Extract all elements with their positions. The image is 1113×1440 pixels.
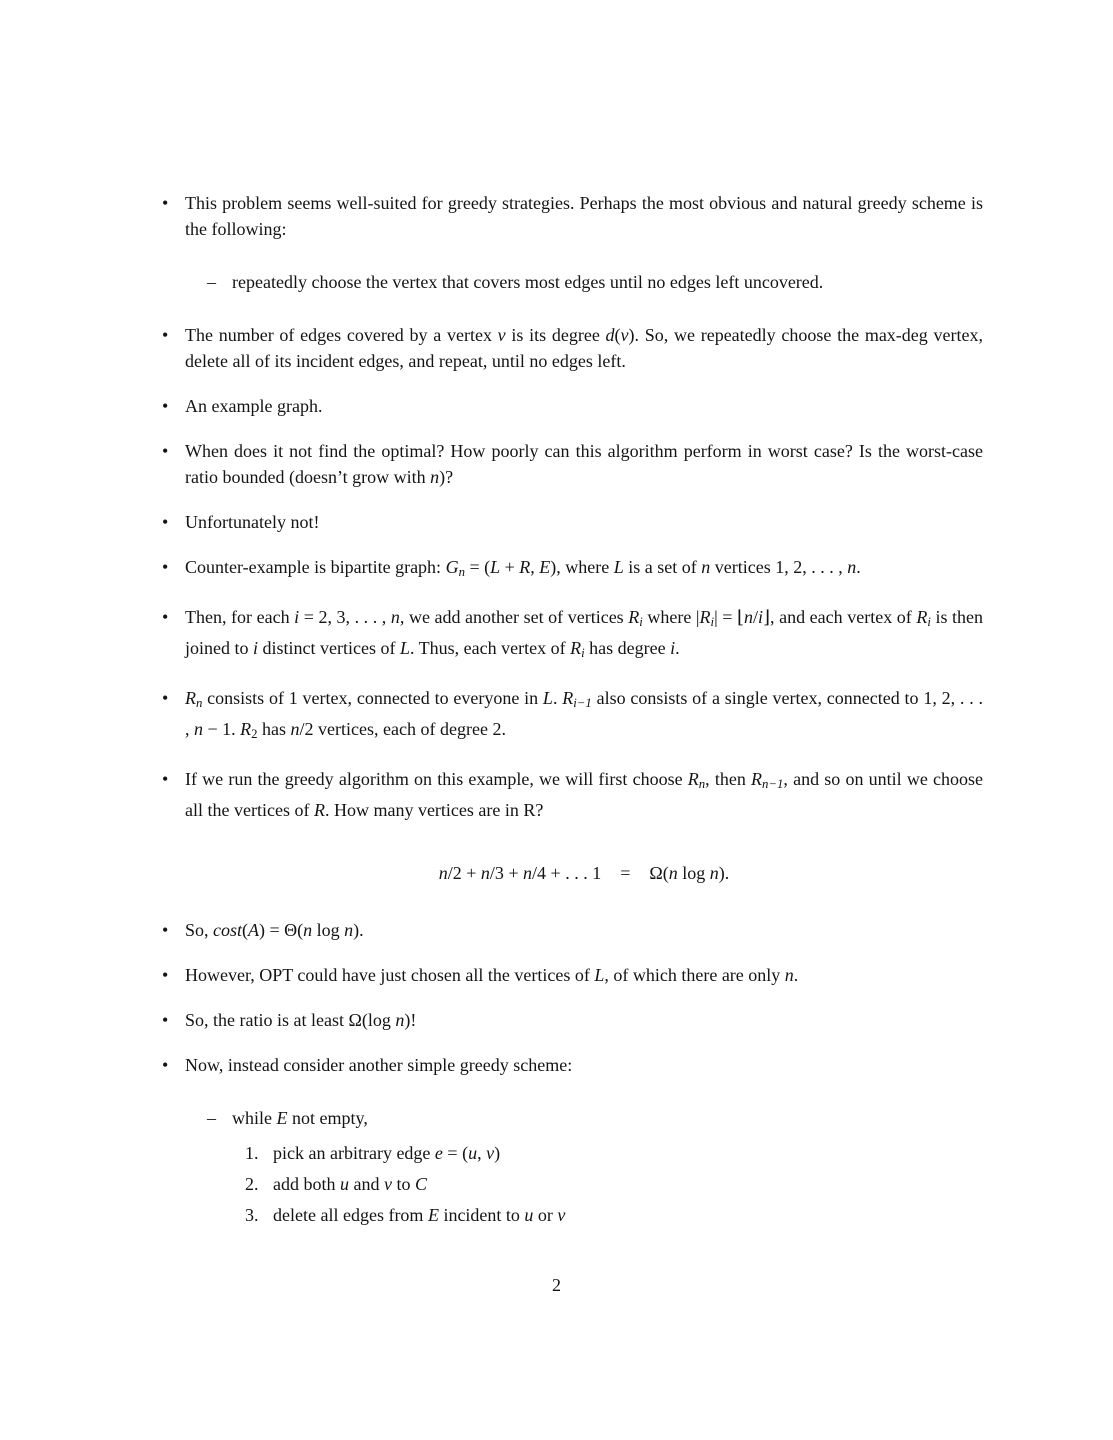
item-text <box>273 1205 565 1225</box>
text-run: v <box>557 1205 566 1225</box>
text-run: /2 vertices, each of degree 2. <box>299 719 506 739</box>
text-run: ). <box>353 920 364 940</box>
bullet-marker-icon: • <box>162 325 169 345</box>
text-run: has <box>257 719 291 739</box>
text-run: and <box>349 1174 384 1194</box>
text-run: R <box>519 557 531 577</box>
text-run: pick an arbitrary edge <box>273 1143 435 1163</box>
enum-pick-edge <box>245 1140 983 1166</box>
text-run: . <box>675 638 680 658</box>
text-run: L <box>613 557 624 577</box>
text-run: while <box>232 1108 277 1128</box>
dash-marker-icon: – <box>207 1108 216 1128</box>
text-run: ). So, we repeatedly choose the max-deg vertex, delete all of its incident edges, and repeat, until no edges left. <box>185 325 983 371</box>
text-run: ( <box>242 920 249 940</box>
item-text <box>273 1143 500 1163</box>
enum-label: 3. <box>245 1205 259 1225</box>
text-run: is a set of <box>623 557 702 577</box>
text-run: When does it not find the optimal? How poorly can this algorithm perform in worst case? Is the worst-case ratio bounded (doesn’t grow with <box>185 441 983 487</box>
item-text <box>185 325 983 371</box>
text-run: R <box>751 769 763 789</box>
text-run: R <box>699 607 711 627</box>
text-run: n <box>744 607 753 627</box>
text-run: / <box>753 607 759 627</box>
item-text <box>185 607 983 658</box>
text-run: . <box>793 965 799 985</box>
item-text <box>185 965 798 985</box>
text-run: Then, for each <box>185 607 295 627</box>
bullet-marker-icon: • <box>162 441 169 461</box>
item-text <box>185 557 861 577</box>
text-run: v <box>497 325 506 345</box>
text-run: , <box>477 1143 487 1163</box>
text-run: not empty, <box>287 1108 368 1128</box>
text-run: n <box>709 863 719 883</box>
text-run: log <box>677 863 710 883</box>
text-run: Ω( <box>649 863 669 883</box>
text-run: R <box>628 607 640 627</box>
bullet-ri-construction <box>162 604 984 666</box>
item-text <box>232 1108 368 1128</box>
text-run: e <box>434 1143 443 1163</box>
text-run: R <box>562 688 574 708</box>
text-run: = ( <box>464 557 491 577</box>
text-run: Now, instead consider another simple greedy scheme: <box>185 1055 573 1075</box>
text-run: vertices 1, 2, . . . , <box>710 557 848 577</box>
text-run: i <box>758 607 764 627</box>
bullet-marker-icon: • <box>162 512 169 532</box>
text-run: u <box>468 1143 478 1163</box>
text-run: R <box>240 719 252 739</box>
text-run: Counter-example is bipartite graph: <box>185 557 446 577</box>
bullet-marker-icon: • <box>162 1055 169 1075</box>
text-run: i <box>294 607 300 627</box>
bullet-degree-definition <box>162 322 983 374</box>
text-run: i <box>581 646 585 660</box>
text-run: ) <box>494 1143 501 1163</box>
text-run: | = ⌊ <box>714 607 744 627</box>
text-run: R <box>313 800 325 820</box>
text-run: v <box>486 1143 495 1163</box>
dash-max-degree-rule <box>207 269 983 295</box>
text-run: L <box>542 688 553 708</box>
equation-harmonic-sum <box>185 860 983 886</box>
text-run: L <box>594 965 605 985</box>
text-run: /4 + . . . 1 <box>532 863 602 883</box>
text-run: is its degree <box>505 325 606 345</box>
text-run: incident to <box>438 1205 525 1225</box>
bullet-ratio-bound <box>162 1007 983 1033</box>
text-run: , then <box>705 769 752 789</box>
text-run: So, the ratio is at least Ω(log <box>185 1010 396 1030</box>
page-number: 2 <box>552 1275 561 1295</box>
text-run: However, OPT could have just chosen all the vertices of <box>185 965 595 985</box>
bullet-unfortunately-not <box>162 509 983 535</box>
text-run: n <box>847 557 857 577</box>
text-run: 2 <box>251 727 258 741</box>
text-run: distinct vertices of <box>258 638 400 658</box>
text-run: v <box>620 325 629 345</box>
text-run: )? <box>439 467 454 487</box>
bullet-counterexample-bipartite <box>162 554 983 585</box>
text-run: E <box>539 557 551 577</box>
text-run: n <box>344 920 354 940</box>
text-run: d <box>605 325 615 345</box>
text-run: E <box>276 1108 288 1128</box>
item-text <box>185 193 983 239</box>
equals-sign: = <box>620 863 631 883</box>
text-run: The number of edges covered by a vertex <box>185 325 498 345</box>
item-text <box>185 920 364 940</box>
text-run: i <box>927 615 931 629</box>
text-run: ⌋, and each vertex of <box>763 607 917 627</box>
bullet-marker-icon: • <box>162 1010 169 1030</box>
text-run: n <box>196 696 203 710</box>
text-run: n <box>395 1010 405 1030</box>
text-run: consists of 1 vertex, connected to everyone in <box>202 688 543 708</box>
dash-while-loop <box>207 1105 983 1131</box>
bullet-example-graph <box>162 393 983 419</box>
bullet-marker-icon: • <box>162 193 169 213</box>
text-run: to <box>392 1174 416 1194</box>
text-run: n <box>701 557 711 577</box>
document-body <box>162 190 984 1233</box>
item-text <box>439 863 730 883</box>
bullet-marker-icon: • <box>162 965 169 985</box>
text-run: , of which there are only <box>604 965 785 985</box>
enum-add-uv <box>245 1171 983 1197</box>
item-text <box>185 512 319 532</box>
text-run: . How many vertices are in R? <box>324 800 544 820</box>
bullet-marker-icon: • <box>162 920 169 940</box>
text-run: . Thus, each vertex of <box>410 638 571 658</box>
text-run: A <box>248 920 260 940</box>
text-run: also consists of a single vertex, connected to 1, 2, . . . , <box>185 688 983 739</box>
text-run: + <box>500 557 520 577</box>
text-run: i <box>253 638 259 658</box>
text-run: ) = Θ( <box>259 920 304 940</box>
text-run: n <box>523 863 533 883</box>
text-run: R <box>570 638 582 658</box>
text-run: An example graph. <box>185 396 323 416</box>
bullet-opt-vertices <box>162 962 983 988</box>
text-run: . <box>856 557 861 577</box>
text-run: So, <box>185 920 214 940</box>
text-run: n <box>290 719 300 739</box>
item-text <box>273 1174 427 1194</box>
text-run: = ( <box>442 1143 469 1163</box>
text-run: log <box>312 920 345 940</box>
text-run: delete all edges from <box>273 1205 428 1225</box>
bullet-marker-icon: • <box>162 557 169 577</box>
text-run: repeatedly choose the vertex that covers most edges until no edges left uncovered. <box>232 272 824 292</box>
text-run: or <box>533 1205 558 1225</box>
text-run: n <box>480 863 490 883</box>
item-text <box>185 769 983 820</box>
bullet-greedy-intro <box>162 190 983 242</box>
text-run: , we add another set of vertices <box>399 607 629 627</box>
text-run: n <box>668 863 678 883</box>
text-run: n <box>303 920 313 940</box>
text-run: n <box>698 777 706 791</box>
enum-delete-edges <box>245 1202 983 1228</box>
item-text <box>185 1055 572 1075</box>
text-run: is then joined to <box>185 607 984 658</box>
text-run: If we run the greedy algorithm on this example, we will first choose <box>185 769 688 789</box>
text-run: ). <box>718 863 730 883</box>
text-run: L <box>490 557 501 577</box>
item-text <box>185 1010 416 1030</box>
text-run: R <box>687 769 699 789</box>
item-text <box>185 396 322 416</box>
text-run: ( <box>614 325 621 345</box>
text-run: . <box>552 688 563 708</box>
text-run: This problem seems well-suited for greedy strategies. Perhaps the most obvious and natural greedy scheme is the following: <box>185 193 983 239</box>
text-run: u <box>340 1174 349 1194</box>
text-run: G <box>445 557 459 577</box>
text-run: L <box>399 638 410 658</box>
text-run: Unfortunately not! <box>185 512 320 532</box>
text-run: n <box>194 719 203 739</box>
text-run: E <box>427 1205 439 1225</box>
text-run: i <box>710 615 715 629</box>
text-run: − 1. <box>203 719 241 739</box>
text-run: n−1 <box>762 777 784 791</box>
text-run: , <box>530 557 540 577</box>
item-text <box>232 272 823 292</box>
bullet-cost-theta <box>162 917 983 943</box>
text-run: )! <box>404 1010 417 1030</box>
bullet-marker-icon: • <box>162 396 169 416</box>
text-run: = 2, 3, . . . , <box>299 607 391 627</box>
text-run: n <box>458 565 465 579</box>
bullet-marker-icon: • <box>162 769 169 789</box>
text-run: has degree <box>584 638 671 658</box>
item-text <box>185 441 983 487</box>
bullet-marker-icon: • <box>162 688 169 708</box>
enum-label: 1. <box>245 1143 259 1163</box>
bullet-greedy-run-question <box>162 766 983 823</box>
text-run: /2 + <box>447 863 481 883</box>
text-run: C <box>415 1174 428 1194</box>
text-run: n <box>438 863 448 883</box>
text-run: add both <box>273 1174 340 1194</box>
text-run: v <box>384 1174 392 1194</box>
text-run: where | <box>642 607 700 627</box>
text-run: n <box>390 607 400 627</box>
text-run: cost <box>213 920 243 940</box>
bullet-rn-description <box>162 685 983 747</box>
bullet-optimality-question <box>162 438 983 490</box>
text-run: R <box>916 607 928 627</box>
text-run: , and so on until we choose all the vertices of <box>185 769 983 820</box>
item-text <box>185 688 983 739</box>
text-run: R <box>185 688 196 708</box>
text-run: u <box>524 1205 534 1225</box>
dash-marker-icon: – <box>207 272 216 292</box>
text-run: n <box>430 467 440 487</box>
text-run: ), where <box>550 557 614 577</box>
text-run: i <box>670 638 676 658</box>
text-run: /3 + <box>489 863 524 883</box>
text-run: i−1 <box>573 696 592 710</box>
enum-label: 2. <box>245 1174 259 1194</box>
text-run: n <box>784 965 794 985</box>
text-run: i <box>639 615 643 629</box>
bullet-marker-icon: • <box>162 607 169 627</box>
bullet-another-scheme <box>162 1052 983 1078</box>
